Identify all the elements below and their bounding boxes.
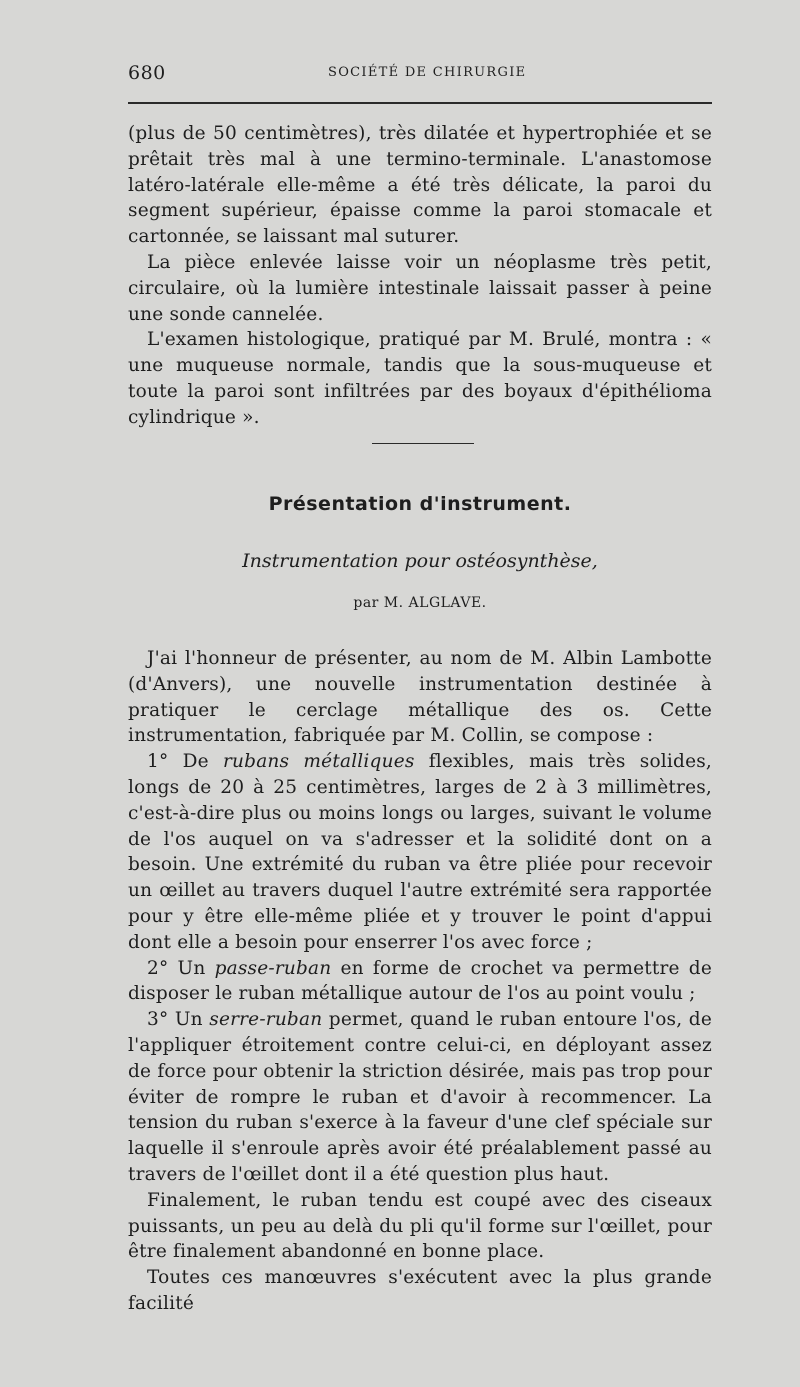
paragraph-item-1 xyxy=(128,749,712,955)
previous-article-text xyxy=(128,121,712,431)
section-separator xyxy=(372,443,474,444)
item-2-term: passe-ruban xyxy=(214,957,332,979)
item-2-text: en forme de crochet va permettre de disposer le ruban métallique autour de l'os au point voulu ; xyxy=(128,957,712,1005)
page-number: 680 xyxy=(128,62,166,84)
paragraph-item-3 xyxy=(128,1007,712,1188)
item-3-prefix: 3° Un xyxy=(147,1009,210,1031)
item-3-term: serre-ruban xyxy=(209,1009,323,1031)
item-3-text: permet, quand le ruban entoure l'os, de l'appliquer étroitement contre celui-ci, en déployant assez de force pour obtenir la striction désirée, mais pas trop pour éviter de rompre le ruban et d'avoir à recommencer. La tension du ruban s'exerce à la faveur d'une clef spéciale sur laquelle il s'enroule après avoir été préalablement passé au travers de l'œillet dont il a été question plus haut. xyxy=(128,1009,712,1185)
paragraph-last: Toutes ces manœuvres s'exécutent avec la plus grande facilité xyxy=(128,1267,712,1314)
section-subtitle: Instrumentation pour ostéosynthèse, xyxy=(242,550,598,572)
running-title: SOCIÉTÉ DE CHIRURGIE xyxy=(328,65,527,80)
article-text xyxy=(128,646,712,1317)
paragraph-item-2 xyxy=(128,956,712,1008)
paragraph-histology: L'examen histologique, pratiqué par M. Brulé, montra : « une muqueuse normale, tandis que la sous-muqueuse et toute la paroi sont infiltrées par des boyaux d'épithélioma cylindrique ». xyxy=(128,329,712,428)
item-1-text: flexibles, mais très solides, longs de 20 à 25 centimètres, larges de 2 à 3 millimètres, c'est-à-dire plus ou moins longs ou larges, suivant le volume de l'os auquel on va s'adresser et la solidité dont on a besoin. Une extrémité du ruban va être pliée pour recevoir un œillet au travers duquel l'autre extrémité sera rapportée pour y être elle-même pliée et y trouver le point d'appui dont elle a besoin pour enserrer l'os avec force ; xyxy=(128,751,713,953)
item-1-prefix: 1° De xyxy=(147,751,223,773)
paragraph-continuation: (plus de 50 centimètres), très dilatée et hypertrophiée et se prêtait très mal à une termino-terminale. L'anastomose latéro-latérale elle-même a été très délicate, la paroi du segment supérieur, épaisse comme la paroi stomacale et cartonnée, se laissant mal suturer. xyxy=(128,123,712,248)
item-1-term: rubans métalliques xyxy=(223,751,415,773)
paragraph-finally: Finalement, le ruban tendu est coupé avec des ciseaux puissants, un peu au delà du pli qu'il forme sur l'œillet, pour être finalement abandonné en bonne place. xyxy=(128,1189,712,1263)
page-header xyxy=(128,62,712,88)
paragraph-specimen: La pièce enlevée laisse voir un néoplasme très petit, circulaire, où la lumière intestinale laissait passer à peine une sonde cannelée. xyxy=(128,251,712,325)
author-byline: par M. ALGLAVE. xyxy=(353,595,487,611)
paragraph-intro: J'ai l'honneur de présenter, au nom de M. Albin Lambotte (d'Anvers), une nouvelle instrumentation destinée à pratiquer le cerclage métallique des os. Cette instrumentation, fabriquée par M. Collin, se compose : xyxy=(128,648,712,747)
section-title: Présentation d'instrument. xyxy=(268,493,572,515)
header-rule xyxy=(128,102,712,104)
item-2-prefix: 2° Un xyxy=(147,957,215,979)
